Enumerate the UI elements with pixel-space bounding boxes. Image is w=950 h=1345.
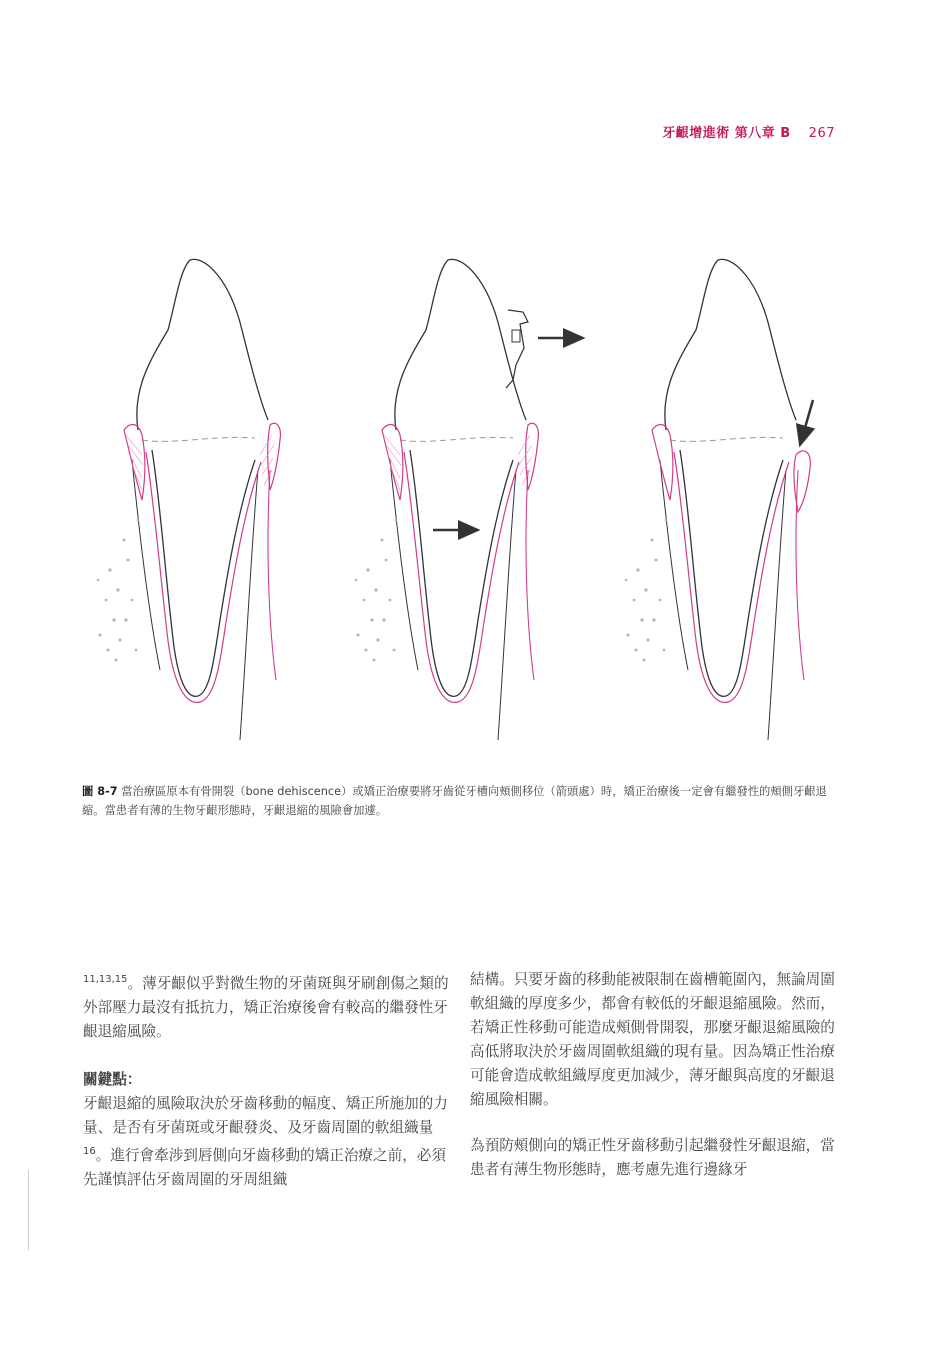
page-number: 267 (808, 126, 835, 141)
panel-1 (97, 259, 281, 740)
paragraph: 結構。只要牙齒的移動能被限制在齒槽範圍內，無論周圍軟組織的厚度多少，都會有較低的牙齦退縮風險。然而，若矯正性移動可能造成頰側骨開裂，那麼牙齦退縮風險的高低將取決於牙齒周圍軟組織的現有量。因為矯正性治療可能會造成軟組織厚度更加減少，薄牙齦與高度的牙齦退縮風險相關。 (470, 971, 835, 1108)
right-column (470, 968, 840, 1182)
chapter-title: 牙齦增進術 第八章 B (662, 126, 791, 141)
panel-3 (625, 259, 813, 740)
reference: 16 (83, 1145, 96, 1157)
arrow-down-diagonal (800, 400, 813, 445)
reference: 11,13,15 (83, 974, 128, 985)
figure-caption-text: 當治療區原本有骨開裂（bone dehiscence）或矯正治療要將牙齒從牙槽向頰側移位（箭頭處）時，矯正治療後一定會有繼發性的頰側牙齦退縮。當患者有薄的生物牙齦形態時，牙齦退縮的風險會加遽。 (82, 785, 827, 817)
figure-caption (82, 782, 842, 820)
paragraph-text: 。進行會牽涉到唇側向牙齒移動的矯正治療之前，必須先謹慎評估牙齒周圍的牙周組織 (83, 1146, 446, 1188)
paragraph-text: 牙齦退縮的風險取決於牙齒移動的幅度、矯正所施加的力量、是否有牙菌斑或牙齦發炎、及牙齒周圍的軟組織量 (83, 1094, 448, 1136)
paragraph: 為預防頰側向的矯正性牙齒移動引起繼發性牙齦退縮，當患者有薄生物形態時，應考慮先進行邊緣牙 (470, 1137, 835, 1178)
panel-2 (355, 259, 583, 740)
paragraph (83, 968, 453, 1044)
keypoint-paragraph (83, 1092, 453, 1192)
figure-label: 圖 8-7 (82, 785, 118, 798)
paragraph-text: 。薄牙齦似乎對微生物的牙菌斑與牙刷創傷之類的外部壓力最沒有抵抗力，矯正治療後會有較高的繼發性牙齦退縮風險。 (83, 974, 449, 1040)
tooth-illustration (80, 240, 870, 760)
running-head (662, 122, 835, 141)
keypoint-heading: 關鍵點： (83, 1070, 142, 1088)
orthodontic-bracket (506, 310, 528, 388)
left-column (83, 968, 453, 1192)
margin-mark (28, 1170, 29, 1250)
